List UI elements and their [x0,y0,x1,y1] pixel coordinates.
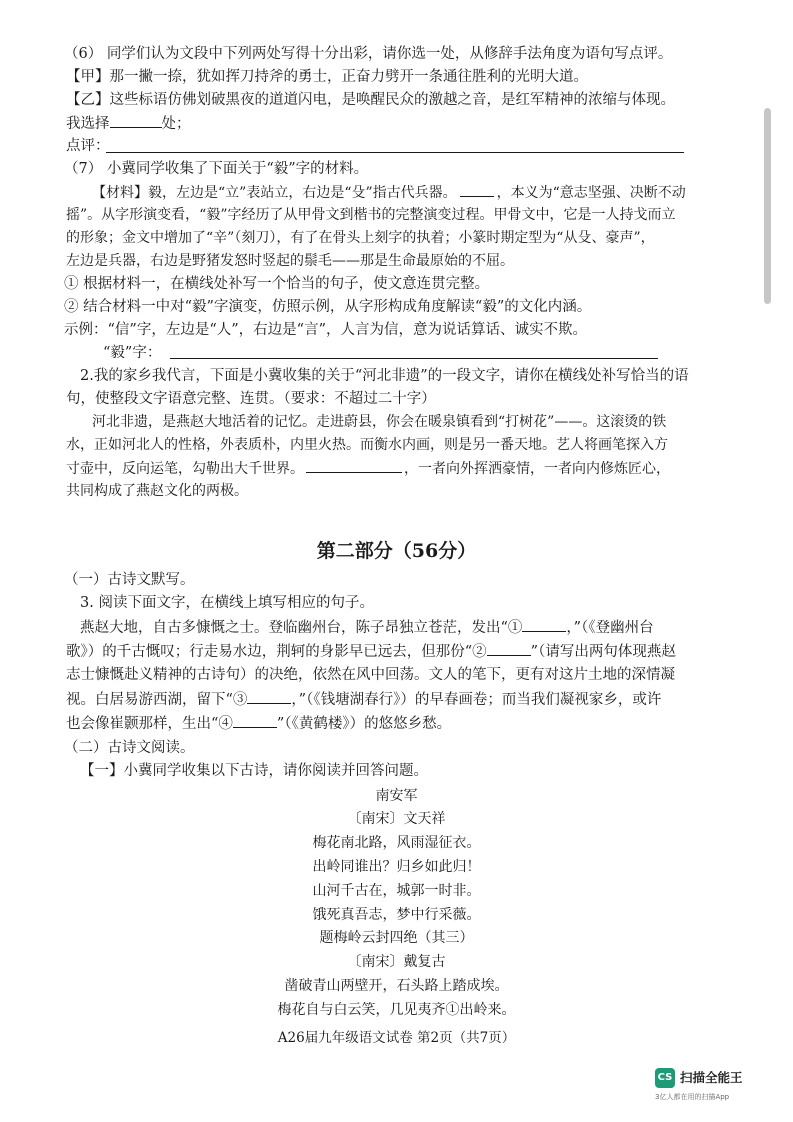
q3-prompt: 3. 阅读下面文字，在横线上填写相应的句子。 [80,595,374,611]
q2-passage-3b: ，一者向外挥洒豪情，一者向内修炼匠心， [404,461,670,477]
q3-para-3: 志士慷慨赴义精神的古诗句）的决绝，依然在风中回荡。文人的笔下，更有对这片土地的深情凝 [66,667,675,683]
part2-sub-prompt: 【一】小冀同学收集以下古诗，请你阅读并回答问题。 [80,763,428,779]
q7-material-1a: 【材料】毅，左边是“立”表站立，右边是“殳”指古代兵器。 [92,185,457,201]
q7-material-line-4: 左边是兵器，右边是野猪发怒时竖起的鬃毛——那是生命最原始的不屈。 [66,253,514,269]
part2-title: 第二部分（56分） [316,540,477,562]
poem1-line-3: 山河千古在，城郭一时非。 [312,883,481,899]
q7-sub2: ② 结合材料一中对“毅”字演变，仿照示例，从字形构成角度解读“毅”的文化内涵。 [64,299,592,315]
q7-prompt: （7） 小冀同学收集了下面关于“毅”字的材料。 [64,161,369,177]
q7-example: 示例：“信”字，左边是“人”，右边是“言”，人言为信，意为说话算话、诚实不欺。 [64,322,587,338]
q2-passage-blank[interactable] [306,458,402,473]
q7-yi-blank[interactable] [170,358,658,359]
q6-jia: 【甲】那一撇一捺，犹如挥刀持斧的勇士，正奋力劈开一条通往胜利的光明大道。 [66,69,588,85]
q3-para-1b: ，”（《登幽州台 [566,620,654,636]
q7-yi-label: “毅”字： [103,345,162,361]
q2-prompt-2: 句，使整段文字语意完整、连贯。（要求：不超过二十字） [66,391,436,407]
q3-blank-1[interactable] [522,617,566,632]
q7-sub1: ① 根据材料一，在横线处补写一个恰当的句子，使文意连贯完整。 [64,276,490,292]
scrollbar-thumb[interactable] [764,108,771,304]
camscanner-logo-icon: CS [655,1068,675,1088]
q6-choose-suffix: 处； [161,116,191,132]
q2-passage-1: 河北非遗，是燕赵大地活着的记忆。走进蔚县，你会在暖泉镇看到“打树花”——。这滚烫的铁 [92,414,667,430]
q6-choose-blank[interactable] [110,113,162,128]
q6-comment-blank[interactable] [106,152,684,153]
q2-passage-2: 水，正如河北人的性格，外表质朴，内里火热。而衡水内画，则是另一番天地。艺人将画笔探入方 [66,437,668,453]
q3-para-5b: ”（《黄鹤楼》）的悠悠乡愁。 [276,716,452,732]
poem2-title: 题梅岭云封四绝（其三） [319,930,474,946]
q6-comment-label: 点评： [66,138,110,154]
q3-blank-2[interactable] [487,641,531,656]
q3-para-4b: ，”（《钱塘湖春行》）的早春画卷；而当我们凝视家乡，或许 [291,692,662,708]
poem2-author: 〔南宋〕戴复古 [347,954,446,970]
q3-para-4a: 视。白居易游西湖，留下“ [66,692,233,708]
q3-para-1 [80,617,654,638]
q3-para-1a: 燕赵大地，自古多慷慨之士。登临幽州台，陈子昂独立苍茫，发出“ [80,620,508,636]
q3-blank-4[interactable] [233,713,277,728]
poem2-line-1: 凿破青山两壁开，石头路上踏成埃。 [284,978,509,994]
q3-para-2 [66,641,676,662]
q3-marker-3: ③ [232,692,248,708]
page-footer: A26届九年级语文试卷 第2页（共7页） [277,1030,516,1046]
q6-choose [66,113,191,134]
q7-material-line-1 [92,182,686,203]
q2-prompt-1: 2.我的家乡我代言，下面是小冀收集的关于“河北非遗”的一段文字，请你在横线处补写恰当的语 [80,368,689,384]
q6-prompt: （6） 同学们认为文段中下列两处写得十分出彩，请你选一处，从修辞手法角度为语句写点评。 [64,46,673,62]
part2-sec2: （二）古诗文阅读。 [64,740,195,756]
q7-material-line-3: 的形象；金文中增加了“辛”（刻刀），有了在骨头上刻字的执着；小篆时期定型为“从殳、豪声”， [66,230,655,246]
q2-passage-4: 共同构成了燕赵文化的两极。 [66,483,248,499]
q3-para-5a: 也会像崔颢那样，生出“ [66,716,219,732]
q3-marker-1: ① [507,620,523,636]
q7-material-1b: ，本义为“意志坚强、决断不动 [496,185,686,201]
q6-yi: 【乙】这些标语仿佛划破黑夜的道道闪电，是唤醒民众的激越之音，是红军精神的浓缩与体现。 [66,92,675,108]
camscanner-name: 扫描全能王 [680,1070,743,1085]
poem2-line-2 [0,1000,793,1020]
poem1-line-1: 梅花南北路，风雨湿征衣。 [312,835,481,851]
q6-choose-prefix: 我选择 [66,116,110,132]
poem1-author: 〔南宋〕文天祥 [347,811,446,827]
q3-para-2a: 歌》）的千古慨叹；行走易水边，荆轲的身影早已远去，但那份“ [66,644,473,660]
q2-passage-3 [66,458,670,479]
poem2-line-2b: 出岭来。 [459,1002,516,1018]
q3-para-4 [66,689,661,710]
camscanner-tagline: 3亿人都在用的扫描App [655,1093,730,1101]
poem2-line-2a: 梅花自与白云笑，几见夷齐 [277,1002,446,1018]
q3-marker-4: ④ [218,716,233,732]
poem1-title: 南安军 [375,788,418,804]
poem1-line-2: 出岭同谁出？归乡如此归！ [312,859,481,875]
q7-material-blank[interactable] [460,182,494,197]
poem2-mark: ① [445,1002,460,1018]
q7-material-line-2: 摇”。从字形演变看，“毅”字经历了从甲骨文到楷书的完整演变过程。甲骨文中，它是一人持戈而立 [66,207,676,223]
part2-sec1: （一）古诗文默写。 [64,572,195,588]
q3-para-5 [66,713,451,734]
q3-marker-2: ② [472,644,487,660]
q2-passage-3a: 寸壶中，反向运笔，勾勒出大千世界。 [66,461,304,477]
camscanner-watermark [655,1066,775,1106]
q3-blank-3[interactable] [247,689,291,704]
poem1-line-4: 饿死真吾志，梦中行采薇。 [312,907,481,923]
q3-para-2b: ”（请写出两句体现燕赵 [530,644,676,660]
